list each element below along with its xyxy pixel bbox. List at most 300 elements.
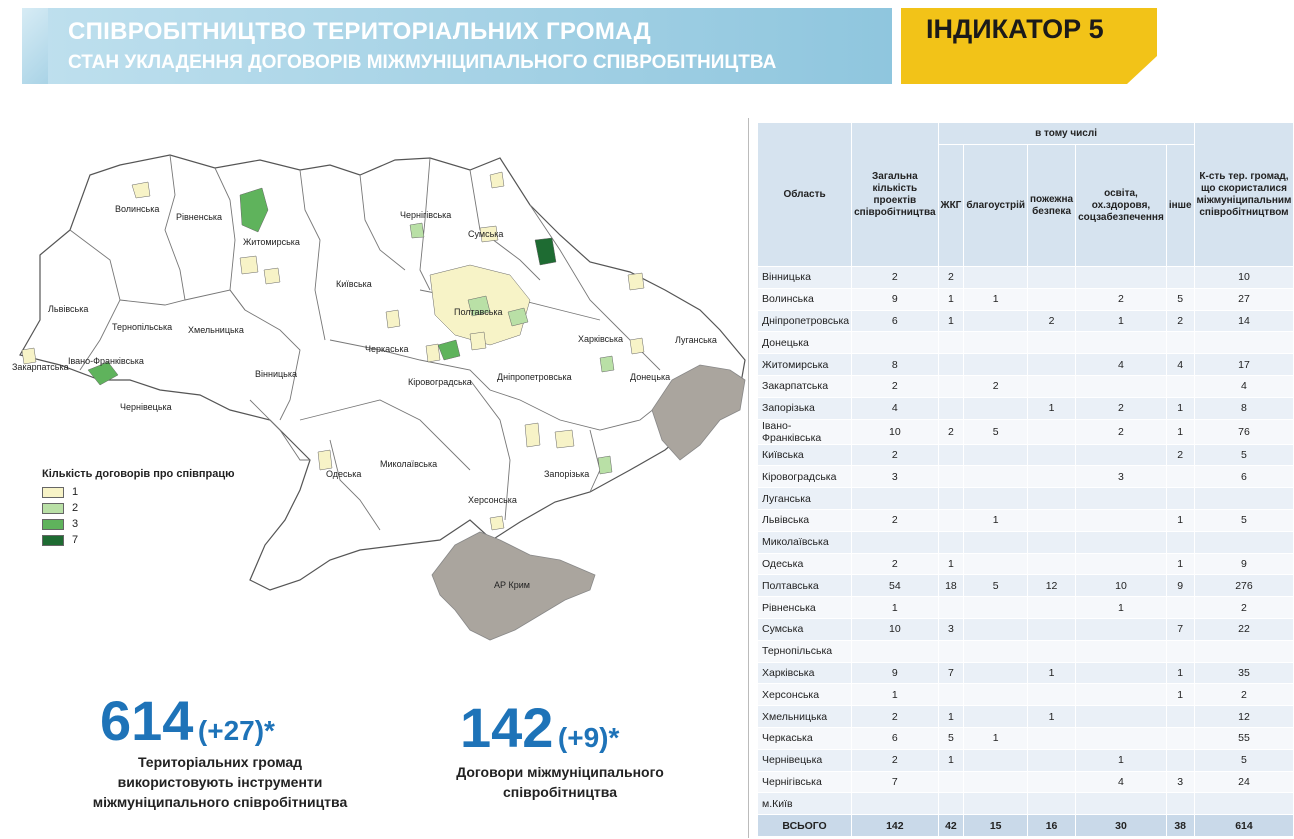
cell-value: [1028, 488, 1076, 510]
cell-region: Волинська: [758, 288, 852, 310]
cell-value: [1028, 684, 1076, 706]
legend-label: 1: [72, 486, 79, 498]
cell-value: 1: [1166, 419, 1194, 444]
communities-stat: [100, 688, 275, 753]
label-chernihivska: Чернігівська: [400, 210, 452, 220]
cell-value: 2: [964, 375, 1028, 397]
cell-value: 2: [1166, 444, 1194, 466]
legend-swatch-7: [42, 535, 64, 546]
cell-value: 1: [938, 310, 964, 332]
cell-value: [964, 618, 1028, 640]
cell-value: [1028, 375, 1076, 397]
label-ternopilska: Тернопільська: [112, 322, 173, 332]
cell-value: [1028, 618, 1076, 640]
label-rivnenska: Рівненська: [176, 212, 223, 222]
cell-value: [964, 749, 1028, 771]
cell-value: [938, 397, 964, 419]
cell-region: Запорізька: [758, 397, 852, 419]
cell-value: 5: [1194, 509, 1294, 531]
legend-item: [42, 484, 235, 500]
cell-value: 1: [1166, 684, 1194, 706]
cell-value: 6: [1194, 466, 1294, 488]
total-value: 30: [1076, 815, 1167, 837]
cell-value: 10: [1194, 267, 1294, 289]
table-row: [758, 354, 1294, 376]
cell-value: [1028, 288, 1076, 310]
cell-value: [1166, 597, 1194, 619]
cell-value: 1: [964, 288, 1028, 310]
cell-value: [938, 793, 964, 815]
label-kharkivska: Харківська: [578, 334, 623, 344]
cell-value: 10: [852, 419, 938, 444]
total-value: 15: [964, 815, 1028, 837]
cell-value: 4: [1194, 375, 1294, 397]
cell-value: [964, 354, 1028, 376]
table-row: [758, 618, 1294, 640]
label-kyivska: Київська: [336, 279, 372, 289]
caption-line: використовують інструменти: [117, 774, 323, 790]
cell-value: 7: [938, 662, 964, 684]
header-total: Загальна кількість проектів співробітництва: [852, 123, 938, 267]
cell-value: [1076, 618, 1167, 640]
cell-value: 10: [1076, 575, 1167, 597]
table-row: [758, 684, 1294, 706]
label-lvivska: Львівська: [48, 304, 89, 314]
cell-value: [1028, 267, 1076, 289]
cell-value: [1194, 488, 1294, 510]
table-row: [758, 553, 1294, 575]
table-row: [758, 375, 1294, 397]
cell-value: [964, 488, 1028, 510]
cell-value: [964, 640, 1028, 662]
cell-value: [938, 640, 964, 662]
communities-number: 614: [100, 689, 194, 752]
header-including: в тому числі: [938, 123, 1194, 145]
cell-value: 1: [964, 727, 1028, 749]
contracts-stat: [460, 695, 619, 760]
label-vinnytska: Вінницька: [255, 369, 297, 379]
cell-value: [1194, 793, 1294, 815]
cell-value: 6: [852, 310, 938, 332]
cell-value: [1028, 553, 1076, 575]
communities-caption: [40, 752, 400, 812]
cell-value: [938, 444, 964, 466]
cell-region: Закарпатська: [758, 375, 852, 397]
label-khersonska: Херсонська: [468, 495, 517, 505]
cell-value: 1: [1028, 662, 1076, 684]
cell-value: 276: [1194, 575, 1294, 597]
cell-value: [1166, 332, 1194, 354]
cell-region: Одеська: [758, 553, 852, 575]
label-cherkaska: Черкаська: [365, 344, 409, 354]
cell-region: Рівненська: [758, 597, 852, 619]
cell-value: [1076, 640, 1167, 662]
legend-swatch-3: [42, 519, 64, 530]
cell-value: [964, 332, 1028, 354]
cell-value: 2: [852, 749, 938, 771]
label-sumska: Сумська: [468, 229, 504, 239]
cell-value: [1028, 531, 1076, 553]
cell-value: [964, 466, 1028, 488]
cell-value: 1: [1076, 597, 1167, 619]
page-title: СПІВРОБІТНИЦТВО ТЕРИТОРІАЛЬНИХ ГРОМАД: [68, 18, 652, 45]
cell-value: [1166, 267, 1194, 289]
table-row: [758, 706, 1294, 728]
cell-region: Львівська: [758, 509, 852, 531]
cell-value: [1028, 332, 1076, 354]
cell-region: Тернопільська: [758, 640, 852, 662]
cell-value: 2: [938, 419, 964, 444]
cell-value: [852, 488, 938, 510]
table-body: [758, 267, 1294, 837]
cooperation-table: [757, 122, 1294, 837]
cell-value: [964, 531, 1028, 553]
cell-value: 9: [1194, 553, 1294, 575]
header-zhkg: ЖКГ: [938, 145, 964, 267]
cell-value: [938, 332, 964, 354]
cell-value: 7: [1166, 618, 1194, 640]
cell-value: 5: [1194, 444, 1294, 466]
total-value: 142: [852, 815, 938, 837]
label-kirovohradska: Кіровоградська: [408, 377, 472, 387]
cell-value: [1076, 662, 1167, 684]
legend-item: [42, 532, 235, 548]
cell-value: [1076, 727, 1167, 749]
cell-value: 2: [1076, 397, 1167, 419]
cell-value: [938, 354, 964, 376]
cell-value: [964, 793, 1028, 815]
cell-value: 22: [1194, 618, 1294, 640]
total-label: ВСЬОГО: [758, 815, 852, 837]
cell-value: [1076, 332, 1167, 354]
label-dnipropetrovska: Дніпропетровська: [497, 372, 572, 382]
label-mykolaivska: Миколаївська: [380, 459, 438, 469]
cell-value: 14: [1194, 310, 1294, 332]
legend-label: 7: [72, 534, 79, 546]
cell-value: [1194, 640, 1294, 662]
cell-value: 2: [1076, 288, 1167, 310]
cell-value: 2: [852, 553, 938, 575]
total-value: 42: [938, 815, 964, 837]
cell-value: 1: [1076, 310, 1167, 332]
cell-value: [1194, 531, 1294, 553]
table-row: [758, 419, 1294, 444]
cell-value: [1028, 640, 1076, 662]
cell-value: 3: [852, 466, 938, 488]
table-row: [758, 444, 1294, 466]
legend-label: 3: [72, 518, 79, 530]
cell-value: [964, 684, 1028, 706]
cell-value: [1028, 354, 1076, 376]
header-edu: освіта, ох.здоровя, соцзабезпечення: [1076, 145, 1167, 267]
cell-value: [1028, 466, 1076, 488]
cell-value: 27: [1194, 288, 1294, 310]
cell-value: 76: [1194, 419, 1294, 444]
cell-value: [1076, 531, 1167, 553]
cell-value: 2: [852, 375, 938, 397]
cell-value: 1: [938, 553, 964, 575]
cell-value: [964, 444, 1028, 466]
cell-region: м.Київ: [758, 793, 852, 815]
cell-value: [964, 397, 1028, 419]
cell-value: 1: [938, 288, 964, 310]
indicator-corner: [1127, 56, 1157, 84]
cell-value: [1076, 793, 1167, 815]
cell-value: 10: [852, 618, 938, 640]
cell-value: 1: [852, 597, 938, 619]
cell-value: [1076, 553, 1167, 575]
table-row: [758, 509, 1294, 531]
cell-value: 1: [938, 749, 964, 771]
cell-value: 5: [964, 419, 1028, 444]
cell-value: [1166, 706, 1194, 728]
legend-item: [42, 516, 235, 532]
cell-value: [1166, 727, 1194, 749]
cell-value: [1076, 375, 1167, 397]
cell-value: [964, 597, 1028, 619]
cell-value: 5: [964, 575, 1028, 597]
cell-value: [1028, 793, 1076, 815]
caption-line: міжмуніципального співробітництва: [92, 794, 348, 810]
cell-value: 1: [1028, 706, 1076, 728]
table-row: [758, 397, 1294, 419]
header-region: Область: [758, 123, 852, 267]
cell-value: 5: [938, 727, 964, 749]
cell-value: [852, 793, 938, 815]
cell-value: 1: [1166, 397, 1194, 419]
legend-title: Кількість договорів про співпрацю: [42, 468, 235, 480]
cell-value: [938, 531, 964, 553]
label-zaporizka: Запорізька: [544, 469, 590, 479]
label-chernivetska: Чернівецька: [120, 402, 172, 412]
cell-region: Донецька: [758, 332, 852, 354]
caption-line: співробітництва: [503, 784, 617, 800]
cell-value: 3: [938, 618, 964, 640]
cell-value: 2: [1028, 310, 1076, 332]
cell-value: 6: [852, 727, 938, 749]
cell-value: [1028, 597, 1076, 619]
table-row: [758, 575, 1294, 597]
table-row: [758, 771, 1294, 793]
cell-value: [938, 509, 964, 531]
cell-value: [1166, 488, 1194, 510]
cell-value: [1076, 684, 1167, 706]
table-row: [758, 749, 1294, 771]
map-legend: [42, 468, 235, 548]
table-row: [758, 531, 1294, 553]
table-row: [758, 793, 1294, 815]
table-row: [758, 662, 1294, 684]
indicator-label: ІНДИКАТОР 5: [926, 14, 1104, 44]
cell-value: [852, 531, 938, 553]
cell-value: [938, 375, 964, 397]
cell-value: 8: [852, 354, 938, 376]
caption-line: Договори міжмуніципального: [456, 764, 664, 780]
cell-value: 18: [938, 575, 964, 597]
cell-value: [1028, 509, 1076, 531]
cell-value: 9: [1166, 575, 1194, 597]
cell-value: [938, 488, 964, 510]
cell-value: [1028, 749, 1076, 771]
cell-value: 1: [938, 706, 964, 728]
cell-value: 2: [1076, 419, 1167, 444]
cell-value: 8: [1194, 397, 1294, 419]
header-blago: благоустрій: [964, 145, 1028, 267]
cell-value: 1: [1166, 553, 1194, 575]
cell-value: [1076, 706, 1167, 728]
cell-region: Херсонська: [758, 684, 852, 706]
cell-value: 2: [852, 509, 938, 531]
table-row: [758, 597, 1294, 619]
table-total-row: [758, 815, 1294, 837]
header-other: інше: [1166, 145, 1194, 267]
page-subtitle: СТАН УКЛАДЕННЯ ДОГОВОРІВ МІЖМУНІЦИПАЛЬНОГО СПІВРОБІТНИЦТВА: [68, 52, 777, 73]
table-row: [758, 640, 1294, 662]
legend-item: [42, 500, 235, 516]
cell-region: Харківська: [758, 662, 852, 684]
legend-label: 2: [72, 502, 79, 514]
cell-value: [1076, 509, 1167, 531]
cell-value: [938, 597, 964, 619]
contracts-delta: (+9)*: [557, 722, 620, 753]
cell-value: 1: [1166, 509, 1194, 531]
cell-value: 2: [852, 444, 938, 466]
total-value: 38: [1166, 815, 1194, 837]
cell-value: [1028, 727, 1076, 749]
label-crimea: АР Крим: [494, 580, 530, 590]
cell-value: 5: [1166, 288, 1194, 310]
cell-value: 1: [964, 509, 1028, 531]
cell-value: 35: [1194, 662, 1294, 684]
cell-value: [964, 662, 1028, 684]
cell-value: 3: [1166, 771, 1194, 793]
cell-value: [1076, 444, 1167, 466]
cell-region: Івано-Франківська: [758, 419, 852, 444]
cell-region: Чернігівська: [758, 771, 852, 793]
cell-value: 7: [852, 771, 938, 793]
cell-value: 2: [852, 706, 938, 728]
cell-value: [938, 466, 964, 488]
cell-value: [1166, 749, 1194, 771]
legend-swatch-1: [42, 487, 64, 498]
label-khmelnytska: Хмельницька: [188, 325, 244, 335]
header-count: К-сть тер. громад, що скористалися міжмуніципальним співробітництвом: [1194, 123, 1294, 267]
cell-value: 3: [1076, 466, 1167, 488]
cell-value: [1194, 332, 1294, 354]
cell-value: 1: [852, 684, 938, 706]
divider: [748, 118, 749, 838]
cell-value: 1: [1166, 662, 1194, 684]
label-poltavska: Полтавська: [454, 307, 503, 317]
cell-value: [964, 553, 1028, 575]
cell-value: 2: [938, 267, 964, 289]
cell-value: 17: [1194, 354, 1294, 376]
cell-value: 4: [1076, 354, 1167, 376]
cell-value: 2: [1194, 684, 1294, 706]
cell-region: Дніпропетровська: [758, 310, 852, 332]
cell-region: Черкаська: [758, 727, 852, 749]
cell-value: [1076, 267, 1167, 289]
label-luhanska: Луганська: [675, 335, 717, 345]
cell-value: 4: [852, 397, 938, 419]
cell-value: 54: [852, 575, 938, 597]
cell-value: [1166, 466, 1194, 488]
cell-value: 2: [1194, 597, 1294, 619]
cell-value: 1: [1076, 749, 1167, 771]
cell-region: Кіровоградська: [758, 466, 852, 488]
cell-value: [938, 684, 964, 706]
total-value: 16: [1028, 815, 1076, 837]
cell-value: [964, 771, 1028, 793]
contracts-caption: [420, 762, 700, 802]
caption-line: Територіальних громад: [137, 754, 303, 770]
cell-value: 2: [852, 267, 938, 289]
label-ivano-frankivska: Івано-Франківська: [68, 356, 144, 366]
cell-region: Полтавська: [758, 575, 852, 597]
cell-value: 55: [1194, 727, 1294, 749]
cell-value: [852, 640, 938, 662]
cell-region: Миколаївська: [758, 531, 852, 553]
cell-value: 5: [1194, 749, 1294, 771]
cell-value: 12: [1194, 706, 1294, 728]
label-zakarpatska: Закарпатська: [12, 362, 69, 372]
header-fire: пожежна безпека: [1028, 145, 1076, 267]
legend-swatch-2: [42, 503, 64, 514]
communities-delta: (+27)*: [197, 715, 275, 746]
cell-region: Чернівецька: [758, 749, 852, 771]
label-volynska: Волинська: [115, 204, 160, 214]
cell-value: [1076, 488, 1167, 510]
table-row: [758, 332, 1294, 354]
cell-value: 2: [1166, 310, 1194, 332]
label-donetska: Донецька: [630, 372, 671, 382]
cell-value: [1028, 771, 1076, 793]
cell-value: [1166, 793, 1194, 815]
cell-region: Сумська: [758, 618, 852, 640]
table-row: [758, 727, 1294, 749]
label-zhytomyrska: Житомирська: [243, 237, 300, 247]
cell-value: [964, 706, 1028, 728]
cell-region: Київська: [758, 444, 852, 466]
cell-value: [1166, 531, 1194, 553]
cell-value: 1: [1028, 397, 1076, 419]
table-row: [758, 466, 1294, 488]
cell-value: 4: [1076, 771, 1167, 793]
banner-stripe: [22, 8, 48, 84]
cell-value: [852, 332, 938, 354]
label-odeska: Одеська: [326, 469, 362, 479]
cell-value: [964, 310, 1028, 332]
contracts-number: 142: [460, 696, 554, 759]
cell-value: [964, 267, 1028, 289]
cell-value: 24: [1194, 771, 1294, 793]
cell-value: 9: [852, 288, 938, 310]
cell-value: [938, 771, 964, 793]
cell-value: 4: [1166, 354, 1194, 376]
cell-value: [1028, 419, 1076, 444]
cell-region: Луганська: [758, 488, 852, 510]
ukraine-map: [0, 110, 750, 670]
cell-value: [1028, 444, 1076, 466]
cell-region: Житомирська: [758, 354, 852, 376]
table-row: [758, 288, 1294, 310]
table-row: [758, 310, 1294, 332]
cell-value: [1166, 640, 1194, 662]
cell-value: 9: [852, 662, 938, 684]
cell-region: Вінницька: [758, 267, 852, 289]
total-value: 614: [1194, 815, 1294, 837]
cell-region: Хмельницька: [758, 706, 852, 728]
